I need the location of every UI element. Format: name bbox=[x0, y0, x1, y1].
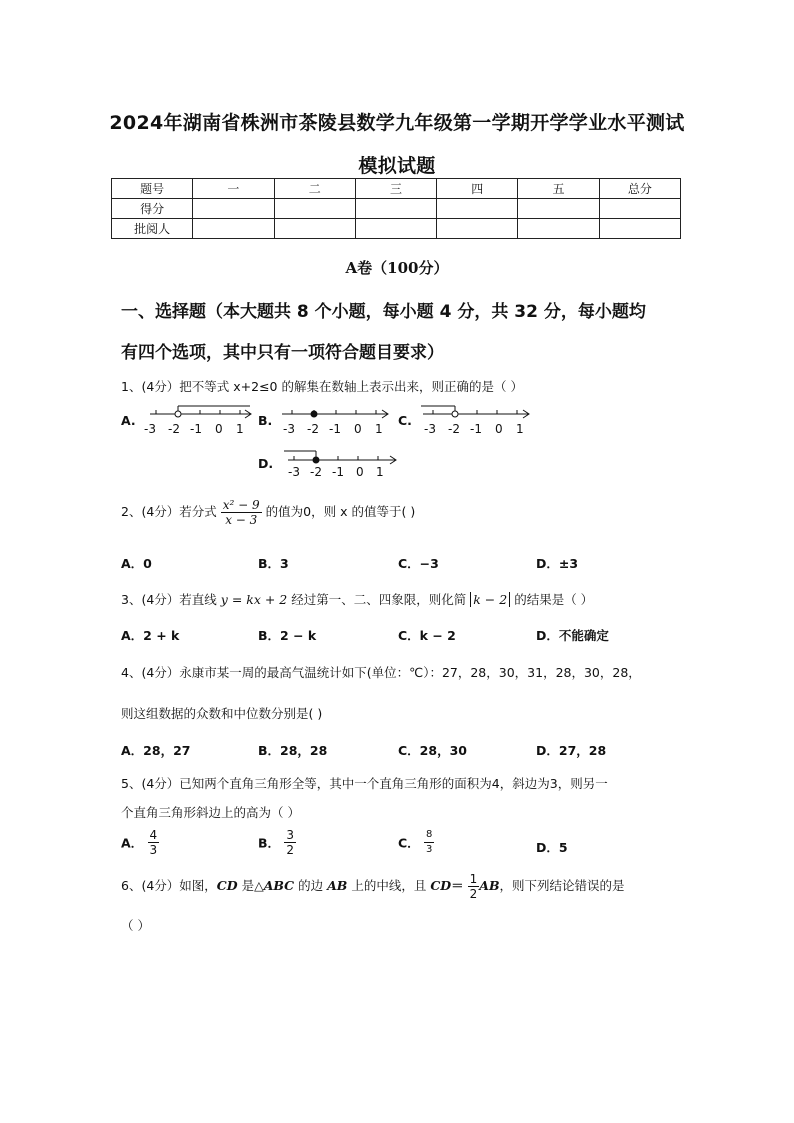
score-cell[interactable] bbox=[518, 219, 599, 239]
q3-option-d[interactable]: D．不能确定 bbox=[536, 628, 609, 643]
q5-option-d-value: 5 bbox=[558, 840, 568, 855]
tick-label: -3 bbox=[288, 465, 300, 479]
score-cell[interactable] bbox=[355, 219, 436, 239]
q1-option-a-label[interactable]: A. bbox=[121, 413, 136, 428]
score-table-header-row bbox=[112, 179, 681, 199]
q6-ab: AB bbox=[327, 878, 348, 893]
tick-label: -3 bbox=[424, 422, 436, 436]
q6-cd2: CD bbox=[430, 878, 452, 893]
q5-option-d[interactable] bbox=[536, 838, 568, 856]
tick-label: 0 bbox=[356, 465, 364, 479]
score-header-cell: 二 bbox=[274, 179, 355, 199]
section-1-heading-line2: 有四个选项，其中只有一项符合题目要求） bbox=[121, 343, 444, 363]
tick-label: 1 bbox=[375, 422, 383, 436]
score-cell[interactable] bbox=[437, 219, 518, 239]
tick-label: -1 bbox=[332, 465, 344, 479]
q2-suffix: 的值为0，则 x 的值等于( ) bbox=[265, 504, 416, 519]
tick-label: -3 bbox=[144, 422, 156, 436]
score-row-label: 批阅人 bbox=[112, 219, 193, 239]
score-table-row bbox=[112, 199, 681, 219]
tick-label: -2 bbox=[307, 422, 319, 436]
tick-label: -1 bbox=[190, 422, 202, 436]
score-header-cell: 三 bbox=[355, 179, 436, 199]
q5-option-c-fraction bbox=[424, 828, 434, 857]
q3-suffix: 的结果是（ ） bbox=[514, 592, 594, 607]
q4-option-d[interactable]: D．27，28 bbox=[536, 743, 607, 758]
q6-suffix: ，则下列结论错误的是 bbox=[499, 878, 625, 893]
question-6-stem bbox=[121, 872, 625, 901]
q2-option-a[interactable]: A．0 bbox=[121, 556, 152, 571]
score-table-row bbox=[112, 219, 681, 239]
q5-option-a[interactable] bbox=[121, 828, 159, 857]
q2-option-d[interactable]: D．±3 bbox=[536, 556, 579, 571]
fraction-numerator: 4 bbox=[149, 828, 158, 842]
q6-text3: 上的中线，且 bbox=[347, 878, 431, 893]
q5-option-c[interactable] bbox=[398, 828, 434, 857]
fraction-denominator: 3 bbox=[149, 843, 158, 857]
fraction-numerator: 8 bbox=[424, 828, 434, 843]
q5-option-a-fraction bbox=[148, 828, 160, 857]
question-4-stem-line1: 4、(4分）永康市某一周的最高气温统计如下(单位：℃）：27，28，30，31，28，30，28， bbox=[121, 665, 641, 680]
score-cell[interactable] bbox=[274, 199, 355, 219]
fraction-numerator: 3 bbox=[286, 828, 295, 842]
question-4-stem-line2: 则这组数据的众数和中位数分别是( ) bbox=[121, 706, 323, 721]
score-header-cell: 一 bbox=[193, 179, 274, 199]
fraction-numerator: 1 bbox=[469, 872, 478, 886]
question-5-stem-line2: 个直角三角形斜边上的高为（ ） bbox=[121, 805, 300, 820]
score-header-cell: 总分 bbox=[599, 179, 680, 199]
score-header-cell: 题号 bbox=[112, 179, 193, 199]
question-2-stem bbox=[121, 498, 415, 527]
question-6-stem-line2: （ ） bbox=[121, 918, 150, 933]
q3-prefix: 3、(4分）若直线 bbox=[121, 592, 217, 607]
question-3-stem bbox=[121, 590, 593, 608]
q4-option-a[interactable]: A．28，27 bbox=[121, 743, 191, 758]
score-cell[interactable] bbox=[274, 219, 355, 239]
q6-ab2: AB bbox=[479, 878, 500, 893]
q2-option-b[interactable]: B．3 bbox=[258, 556, 289, 571]
score-cell[interactable] bbox=[518, 199, 599, 219]
q3-option-a[interactable]: A．2 + k bbox=[121, 628, 180, 643]
q3-equation: y = kx + 2 bbox=[220, 592, 288, 607]
q6-abc: ABC bbox=[263, 878, 295, 893]
q6-text1: 是△ bbox=[237, 878, 264, 893]
tick-label: 1 bbox=[236, 422, 244, 436]
section-a-heading: A卷（100分） bbox=[345, 259, 449, 277]
score-header-cell: 五 bbox=[518, 179, 599, 199]
question-1-stem: 1、(4分）把不等式 x+2≤0 的解集在数轴上表示出来，则正确的是（ ） bbox=[121, 379, 523, 394]
q5-option-b-label: B． bbox=[258, 835, 281, 851]
q2-prefix: 2、(4分）若分式 bbox=[121, 504, 217, 519]
score-table bbox=[111, 178, 681, 239]
doc-title-line2: 模拟试题 bbox=[358, 155, 436, 177]
section-1-heading-line1: 一、选择题（本大题共 8 个小题，每小题 4 分，共 32 分，每小题均 bbox=[121, 302, 646, 322]
tick-label: 0 bbox=[215, 422, 223, 436]
tick-label: 0 bbox=[354, 422, 362, 436]
q5-option-d-label: D． bbox=[536, 840, 559, 855]
q6-fraction bbox=[468, 872, 480, 901]
tick-label: -3 bbox=[283, 422, 295, 436]
question-5-stem-line1: 5、(4分）已知两个直角三角形全等，其中一个直角三角形的面积为4，斜边为3，则另一 bbox=[121, 776, 608, 791]
score-cell[interactable] bbox=[599, 199, 680, 219]
tick-label: -2 bbox=[168, 422, 180, 436]
q5-option-a-label: A． bbox=[121, 835, 144, 851]
score-cell[interactable] bbox=[193, 199, 274, 219]
doc-title-line1: 2024年湖南省株洲市茶陵县数学九年级第一学期开学学业水平测试 bbox=[109, 112, 685, 134]
q2-numerator: x² − 9 bbox=[222, 498, 260, 512]
q5-option-b[interactable] bbox=[258, 828, 296, 857]
fraction-denominator: 3 bbox=[426, 844, 433, 855]
tick-label: 0 bbox=[495, 422, 503, 436]
q3-option-c[interactable]: C．k − 2 bbox=[398, 628, 456, 643]
q6-text2: 的边 bbox=[294, 878, 328, 893]
q2-option-c[interactable]: C．−3 bbox=[398, 556, 439, 571]
fraction-denominator: 2 bbox=[469, 887, 478, 901]
q3-mid: 经过第一、二、四象限，则化简 bbox=[291, 592, 467, 607]
q4-option-b[interactable]: B．28，28 bbox=[258, 743, 328, 758]
tick-label: -2 bbox=[448, 422, 460, 436]
q2-denominator: x − 3 bbox=[225, 513, 258, 527]
score-row-label: 得分 bbox=[112, 199, 193, 219]
score-cell[interactable] bbox=[437, 199, 518, 219]
q6-equals: ＝ bbox=[451, 878, 464, 893]
tick-label: 1 bbox=[376, 465, 384, 479]
score-cell[interactable] bbox=[599, 219, 680, 239]
fraction-denominator: 2 bbox=[286, 843, 295, 857]
q4-option-c[interactable]: C．28，30 bbox=[398, 743, 467, 758]
q3-option-b[interactable]: B．2 − k bbox=[258, 628, 317, 643]
q2-fraction bbox=[221, 498, 262, 527]
q5-option-c-label: C． bbox=[398, 835, 420, 851]
q1-option-d-label[interactable]: D. bbox=[258, 456, 274, 471]
score-cell[interactable] bbox=[193, 219, 274, 239]
q3-absolute-value: k − 2 bbox=[470, 592, 510, 607]
tick-label: 1 bbox=[516, 422, 524, 436]
q1-option-b-label[interactable]: B. bbox=[258, 413, 273, 428]
tick-label: -1 bbox=[470, 422, 482, 436]
score-header-cell: 四 bbox=[437, 179, 518, 199]
q5-option-b-fraction bbox=[284, 828, 296, 857]
q6-cd: CD bbox=[216, 878, 238, 893]
tick-label: -1 bbox=[329, 422, 341, 436]
score-cell[interactable] bbox=[355, 199, 436, 219]
q1-option-c-label[interactable]: C. bbox=[398, 413, 412, 428]
tick-label: -2 bbox=[310, 465, 322, 479]
q6-prefix: 6、(4分）如图， bbox=[121, 878, 217, 893]
